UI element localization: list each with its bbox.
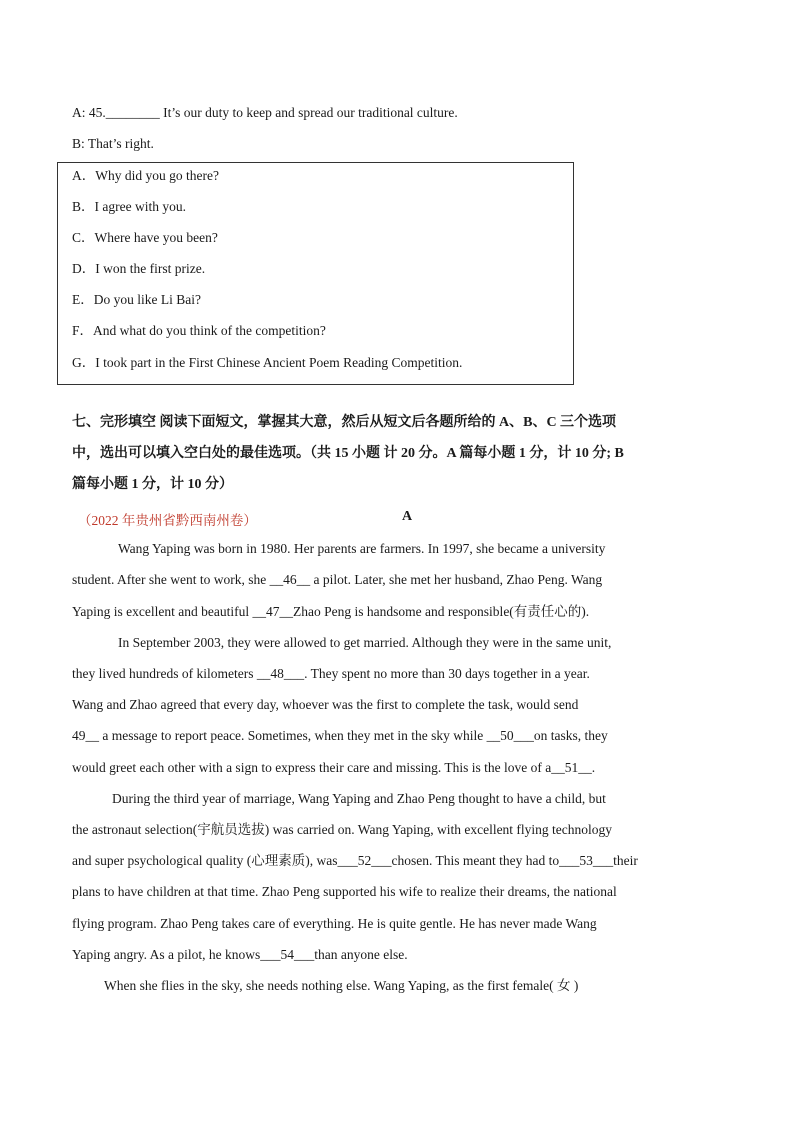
option-a: A．Why did you go there? bbox=[72, 168, 219, 183]
section-heading-line1: 七、完形填空 阅读下面短文，掌握其大意，然后从短文后各题所给的 A、B、C 三个选项 bbox=[72, 415, 617, 430]
passage-line: plans to have children at that time. Zhao Peng supported his wife to realize their dreams, the national bbox=[72, 884, 617, 899]
passage-line: When she flies in the sky, she needs nothing else. Wang Yaping, as the first female( 女 ) bbox=[104, 978, 579, 993]
option-e: E．Do you like Li Bai? bbox=[72, 292, 201, 307]
text: Zhao Peng is handsome and responsible(有责任心的). bbox=[292, 604, 590, 619]
text: they lived hundreds of kilometers bbox=[72, 666, 257, 681]
source-label: （2022 年贵州省黔西南州卷） bbox=[78, 513, 257, 528]
option-b: B．I agree with you. bbox=[72, 199, 186, 214]
option-d: D．I won the first prize. bbox=[72, 261, 206, 276]
text: their bbox=[613, 853, 638, 868]
blank-46: __46__ bbox=[269, 572, 314, 587]
passage-line: the astronaut selection(宇航员选拔) was carried on. Wang Yaping, with excellent flying technology bbox=[72, 822, 613, 837]
passage-line: Wang and Zhao agreed that every day, whoever was the first to complete the task, would send bbox=[72, 697, 579, 712]
section-heading-line2: 中，选出可以填入空白处的最佳选项。（共 15 小题 计 20 分。A 篇每小题 1 分，计 10 分; B bbox=[72, 446, 624, 461]
text: a pilot. Later, she met her husband, Zhao Peng. Wang bbox=[313, 572, 603, 587]
passage-line: In September 2003, they were allowed to get married. Although they were in the same unit, bbox=[118, 635, 612, 650]
text: student. After she went to work, she bbox=[72, 572, 270, 587]
passage-line bbox=[72, 603, 589, 621]
text: Yaping angry. As a pilot, he knows bbox=[72, 947, 261, 962]
option-g: G．I took part in the First Chinese Ancient Poem Reading Competition. bbox=[72, 355, 463, 370]
dialogue-line-b: B: That’s right. bbox=[72, 136, 154, 151]
text: Yaping is excellent and beautiful bbox=[72, 604, 253, 619]
passage-line bbox=[72, 946, 408, 964]
passage-line bbox=[72, 727, 608, 745]
text: would greet each other with a sign to express their care and missing. This is the love of a bbox=[72, 760, 552, 775]
blank-51: __51__ bbox=[551, 760, 592, 775]
passage-line bbox=[72, 571, 602, 589]
passage-line: During the third year of marriage, Wang Yaping and Zhao Peng thought to have a child, but bbox=[112, 791, 606, 806]
dialogue-line-a: A: 45.________ It’s our duty to keep and spread our traditional culture. bbox=[72, 105, 458, 120]
blank-52: ___52___ bbox=[337, 853, 392, 868]
passage-line bbox=[72, 665, 590, 683]
passage-line: flying program. Zhao Peng takes care of everything. He is quite gentle. He has never made Wang bbox=[72, 916, 597, 931]
text: a message to report peace. Sometimes, when they met in the sky while bbox=[99, 728, 487, 743]
passage-label: A bbox=[402, 509, 413, 524]
text: and super psychological quality (心理素质), was bbox=[72, 853, 338, 868]
text: than anyone else. bbox=[314, 947, 408, 962]
blank-50: __50___ bbox=[486, 728, 534, 743]
blank-47: __47__ bbox=[252, 604, 293, 619]
text: chosen. This meant they had to bbox=[391, 853, 560, 868]
blank-54: ___54___ bbox=[260, 947, 315, 962]
text: on tasks, they bbox=[533, 728, 608, 743]
passage-line bbox=[72, 852, 638, 870]
passage-line: Wang Yaping was born in 1980. Her parents are farmers. In 1997, she became a university bbox=[118, 541, 606, 556]
section-heading-line3: 篇每小题 1 分，计 10 分） bbox=[72, 477, 233, 492]
option-f: F．And what do you think of the competition? bbox=[72, 323, 326, 338]
text: . They spent no more than 30 days together in a year. bbox=[304, 666, 590, 681]
blank-48: __48___ bbox=[256, 666, 305, 681]
blank-53: ___53___ bbox=[559, 853, 614, 868]
blank-49: 49__ bbox=[72, 728, 99, 743]
passage-line bbox=[72, 759, 595, 777]
text: . bbox=[591, 760, 596, 775]
option-c: C．Where have you been? bbox=[72, 230, 218, 245]
